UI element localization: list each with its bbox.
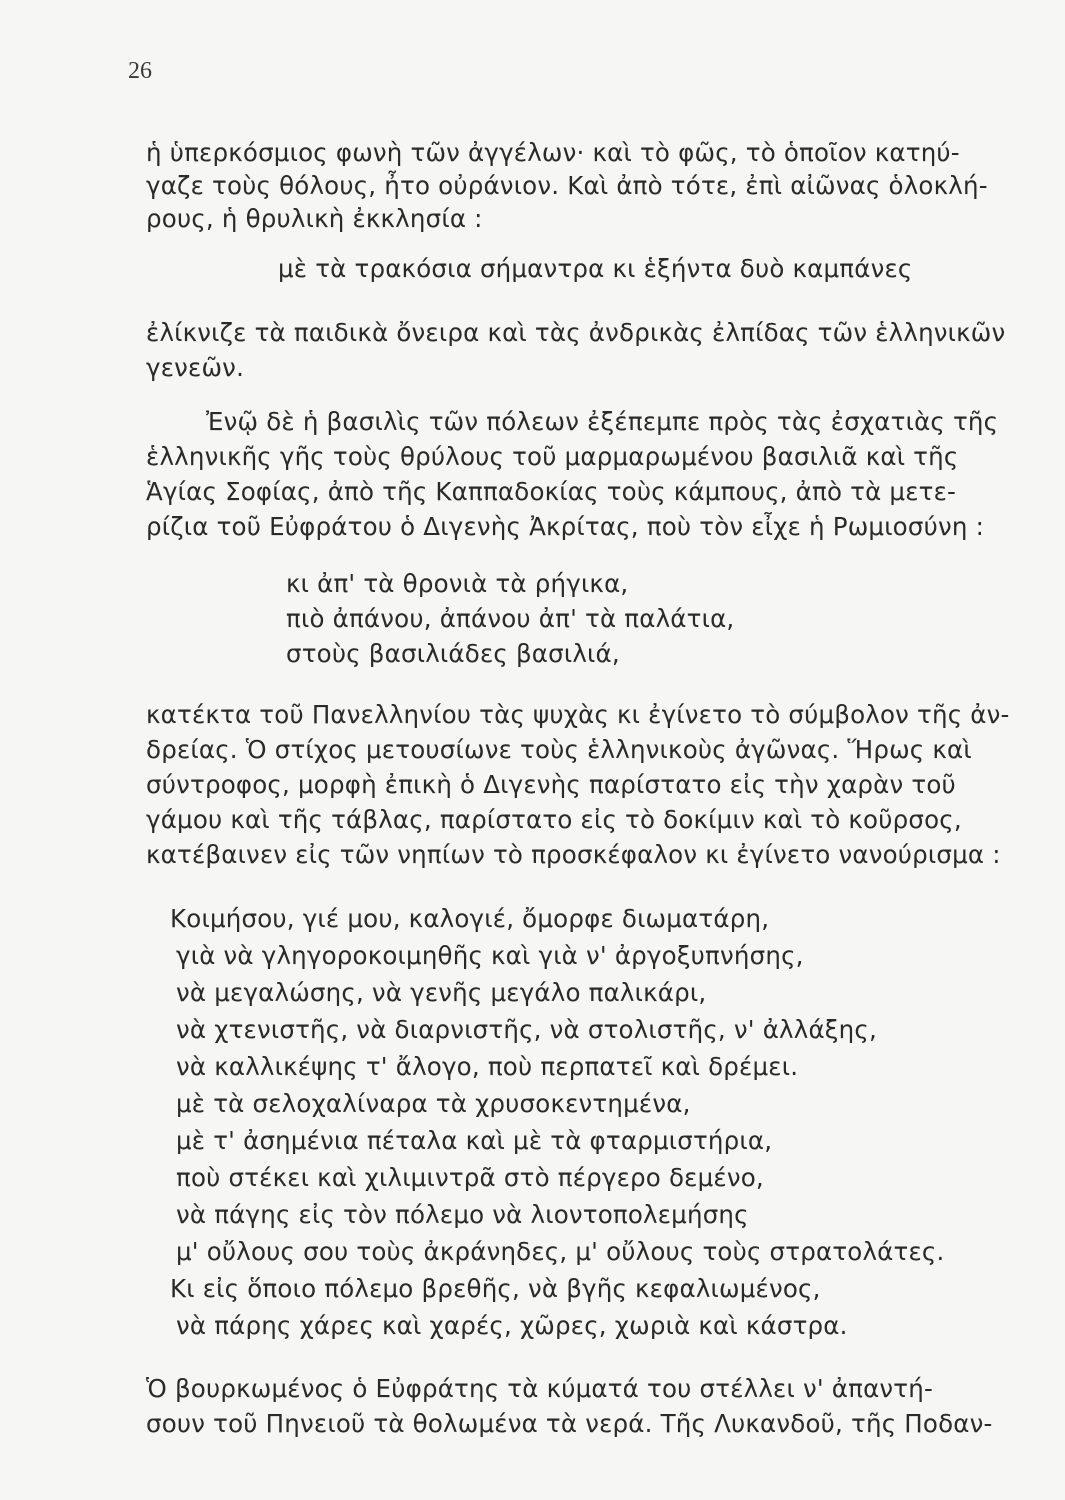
text-line: γάμου καὶ τῆς τάβλας, παρίστατο εἰς τὸ δοκίμιν καὶ τὸ κοῦρσος, [146,805,962,834]
text-line: Ἐνῷ δὲ ἡ βασιλὶς τῶν πόλεων ἐξέπεμπε πρὸς τὰς ἐσχατιὰς τῆς [206,407,999,436]
text-line: ἡ ὑπερκόσμιος φωνὴ τῶν ἀγγέλων· καὶ τὸ φῶς, τὸ ὁποῖον κατηύ- [146,138,960,167]
text-line: κατέβαινεν εἰς τῶν νηπίων τὸ προσκέφαλον κι ἐγίνετο νανούρισμα : [146,840,1001,869]
text-line: σουν τοῦ Πηνειοῦ τὰ θολωμένα τὰ νερά. Τῆς Λυκανδοῦ, τῆς Ποδαν- [146,1409,993,1438]
verse-line: νὰ καλλικέψης τ' ἄλογο, ποὺ περπατεῖ καὶ δρέμει. [176,1052,799,1081]
verse-line: Κοιμήσου, γιέ μου, καλογιέ, ὄμορφε διωματάρη, [170,904,770,933]
verse-line: νὰ μεγαλώσης, νὰ γενῆς μεγάλο παλικάρι, [176,978,707,1007]
text-line: σύντροφος, μορφὴ ἐπικὴ ὁ Διγενὴς παρίστατο εἰς τὴν χαρὰν τοῦ [146,770,956,799]
verse-line: Κι εἰς ὅποιο πόλεμο βρεθῆς, νὰ βγῆς κεφαλιωμένος, [170,1274,821,1303]
verse-line: μὲ τ' ἀσημένια πέταλα καὶ μὲ τὰ φταρμιστήρια, [176,1126,773,1155]
text-line: δρείας. Ὁ στίχος μετουσίωνε τοὺς ἑλληνικοὺς ἀγῶνας. Ἥρως καὶ [146,735,972,764]
text-line: ἐλίκνιζε τὰ παιδικὰ ὄνειρα καὶ τὰς ἀνδρικὰς ἐλπίδας τῶν ἑλληνικῶν [146,318,1006,347]
page-number: 26 [128,58,152,84]
text-line: ρους, ἡ θρυλικὴ ἐκκλησία : [146,204,483,233]
verse-line: στοὺς βασιλιάδες βασιλιά, [286,639,620,668]
verse-line: νὰ πάγης εἰς τὸν πόλεμο νὰ λιοντοπολεμήσης [176,1200,749,1229]
text-line: Ἁγίας Σοφίας, ἀπὸ τῆς Καππαδοκίας τοὺς κάμπους, ἀπὸ τὰ μετε- [146,477,957,506]
verse-line: γιὰ νὰ γληγοροκοιμηθῆς καὶ γιὰ ν' ἀργοξυπνήσης, [176,941,804,970]
verse-line: μ' οὔλους σου τοὺς ἀκράνηδες, μ' οὔλους τοὺς στρατολάτες. [176,1237,945,1266]
verse-line: νὰ πάρης χάρες καὶ χαρές, χῶρες, χωριὰ καὶ κάστρα. [176,1311,848,1340]
text-line: γενεῶν. [146,353,245,382]
verse-line: κι ἀπ' τὰ θρονιὰ τὰ ρήγικα, [286,569,629,598]
text-line: κατέκτα τοῦ Πανελληνίου τὰς ψυχὰς κι ἐγίνετο τὸ σύμβολον τῆς ἀν- [146,700,1010,729]
text-line: ἑλληνικῆς γῆς τοὺς θρύλους τοῦ μαρμαρωμένου βασιλιᾶ καὶ τῆς [146,442,959,471]
verse-line: πιὸ ἀπάνου, ἀπάνου ἀπ' τὰ παλάτια, [286,604,735,633]
verse-line: μὲ τὰ τρακόσια σήμαντρα κι ἑξήντα δυὸ καμπάνες [278,254,913,283]
text-line: ρίζια τοῦ Εὐφράτου ὁ Διγενὴς Ἀκρίτας, ποὺ τὸν εἶχε ἡ Ρωμιοσύνη : [146,512,985,541]
text-line: γαζε τοὺς θόλους, ἦτο οὐράνιον. Καὶ ἀπὸ τότε, ἐπὶ αἰῶνας ὁλοκλή- [146,171,988,200]
text-line: Ὁ βουρκωμένος ὁ Εὐφράτης τὰ κύματά του στέλλει ν' ἀπαντή- [146,1374,934,1403]
verse-line: νὰ χτενιστῆς, νὰ διαρνιστῆς, νὰ στολιστῆς, ν' ἀλλάξης, [176,1015,877,1044]
verse-line: μὲ τὰ σελοχαλίναρα τὰ χρυσοκεντημένα, [176,1089,691,1118]
verse-line: ποὺ στέκει καὶ χιλιμιντρᾶ στὸ πέργερο δεμένο, [176,1163,764,1192]
